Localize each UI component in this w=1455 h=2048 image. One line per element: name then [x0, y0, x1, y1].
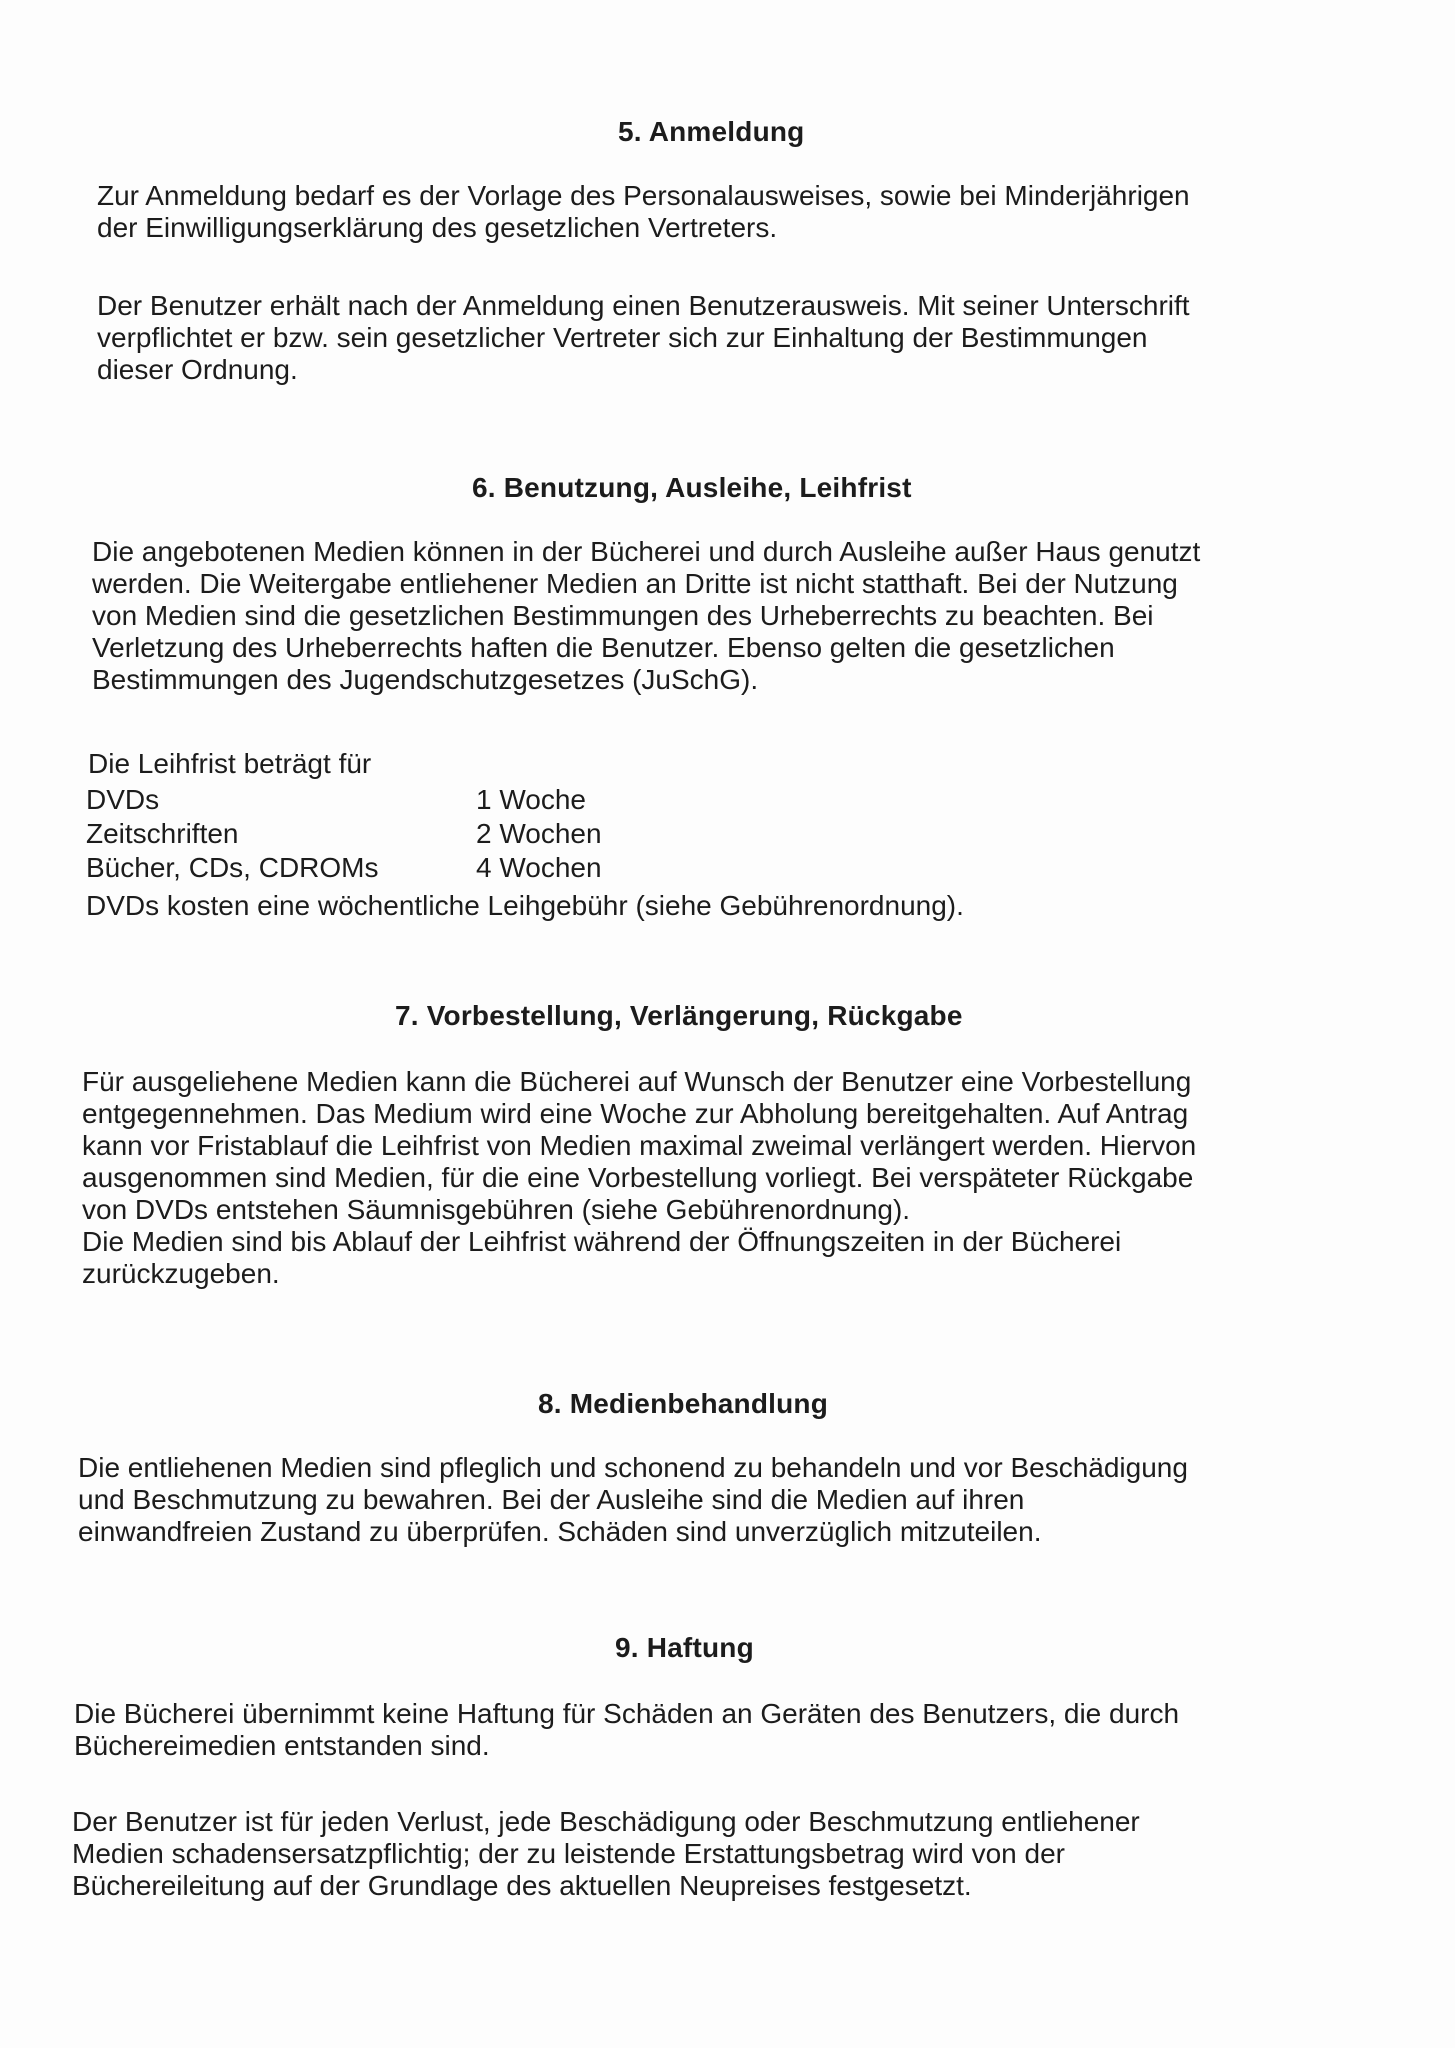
text-line: Medien schadensersatzpflichtig; der zu leistende Erstattungsbetrag wird von der [72, 1838, 1065, 1869]
text-line: DVDs kosten eine wöchentliche Leihgebühr (siehe Gebührenordnung). [86, 890, 964, 921]
text-line: ausgenommen sind Medien, für die eine Vorbestellung vorliegt. Bei verspäteter Rückgabe [82, 1162, 1194, 1193]
text-line: zurückzugeben. [82, 1258, 280, 1289]
section-8-paragraph-1 [78, 1452, 1318, 1548]
loan-row [86, 784, 686, 816]
loan-item: Bücher, CDs, CDROMs [86, 852, 379, 883]
loan-period: 4 Wochen [476, 852, 602, 883]
text-line: Die Medien sind bis Ablauf der Leihfrist während der Öffnungszeiten in der Bücherei [82, 1226, 1122, 1257]
section-9-heading: 9. Haftung [615, 1632, 754, 1663]
text-line: einwandfreien Zustand zu überprüfen. Schäden sind unverzüglich mitzuteilen. [78, 1516, 1042, 1547]
text-line: Die angebotenen Medien können in der Bücherei und durch Ausleihe außer Haus genutzt [92, 536, 1201, 567]
text-line: dieser Ordnung. [97, 354, 298, 385]
section-5-heading: 5. Anmeldung [618, 116, 805, 147]
section-7-paragraph-1 [82, 1066, 1322, 1290]
text-line: verpflichtet er bzw. sein gesetzlicher Vertreter sich zur Einhaltung der Bestimmungen [97, 322, 1148, 353]
loan-intro [88, 748, 1328, 780]
text-line: Für ausgeliehene Medien kann die Bücherei auf Wunsch der Benutzer eine Vorbestellung [82, 1066, 1192, 1097]
section-9-paragraph-1 [74, 1698, 1314, 1762]
section-6-heading: 6. Benutzung, Ausleihe, Leihfrist [472, 472, 912, 503]
text-line: Büchereileitung auf der Grundlage des aktuellen Neupreises festgesetzt. [72, 1870, 972, 1901]
text-line: Die entliehenen Medien sind pfleglich und schonend zu behandeln und vor Beschädigung [78, 1452, 1188, 1483]
text-line: entgegennehmen. Das Medium wird eine Woche zur Abholung bereitgehalten. Auf Antrag [82, 1098, 1189, 1129]
text-line: Der Benutzer ist für jeden Verlust, jede Beschädigung oder Beschmutzung entliehener [72, 1806, 1140, 1837]
loan-item: Zeitschriften [86, 818, 239, 849]
loan-period: 2 Wochen [476, 818, 602, 849]
loan-period: 1 Woche [476, 784, 586, 815]
text-line: Die Leihfrist beträgt für [88, 748, 372, 779]
text-line: Büchereimedien entstanden sind. [74, 1730, 490, 1761]
text-line: Der Benutzer erhält nach der Anmeldung einen Benutzerausweis. Mit seiner Unterschrift [97, 290, 1190, 321]
section-5-paragraph-1 [97, 180, 1337, 244]
text-line: der Einwilligungserklärung des gesetzlichen Vertreters. [97, 212, 778, 243]
loan-item: DVDs [86, 784, 160, 815]
text-line: kann vor Fristablauf die Leihfrist von Medien maximal zweimal verlängert werden. Hiervon [82, 1130, 1197, 1161]
text-line: von DVDs entstehen Säumnisgebühren (siehe Gebührenordnung). [82, 1194, 911, 1225]
loan-note [86, 890, 1326, 922]
section-7-heading: 7. Vorbestellung, Verlängerung, Rückgabe [395, 1000, 963, 1031]
text-line: werden. Die Weitergabe entliehener Medien an Dritte ist nicht statthaft. Bei der Nutzung [92, 568, 1178, 599]
section-8-heading: 8. Medienbehandlung [538, 1388, 829, 1419]
text-line: Verletzung des Urheberrechts haften die Benutzer. Ebenso gelten die gesetzlichen [92, 632, 1115, 663]
loan-row [86, 818, 686, 850]
text-line: und Beschmutzung zu bewahren. Bei der Ausleihe sind die Medien auf ihren [78, 1484, 1025, 1515]
section-9-paragraph-2 [72, 1806, 1312, 1902]
loan-row [86, 852, 686, 884]
text-line: Zur Anmeldung bedarf es der Vorlage des Personalausweises, sowie bei Minderjährigen [97, 180, 1190, 211]
text-line: Die Bücherei übernimmt keine Haftung für Schäden an Geräten des Benutzers, die durch [74, 1698, 1180, 1729]
section-6-paragraph-1 [92, 536, 1332, 696]
text-line: von Medien sind die gesetzlichen Bestimmungen des Urheberrechts zu beachten. Bei [92, 600, 1154, 631]
section-5-paragraph-2 [97, 290, 1337, 386]
text-line: Bestimmungen des Jugendschutzgesetzes (JuSchG). [92, 664, 759, 695]
